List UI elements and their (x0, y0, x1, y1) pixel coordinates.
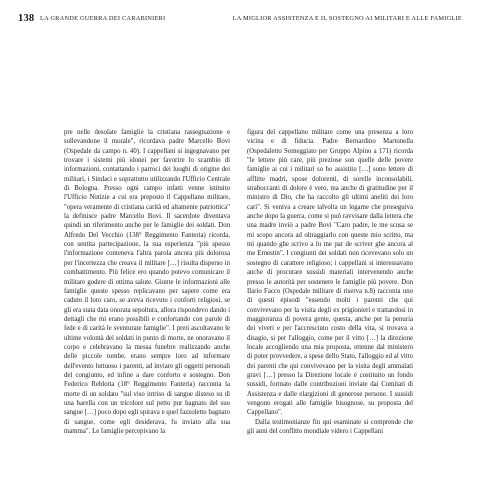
page-header (18, 13, 462, 27)
running-title-right: LA MIGLIOR ASSISTENZA E IL SOSTEGNO AI MILITARI E ALLE FAMIGLIE (232, 15, 462, 22)
page-number: 138 (18, 13, 35, 24)
body-column-right (247, 128, 413, 436)
body-column-left (64, 128, 230, 436)
paragraph: Dalla testimonianze fin qui esaminate si comprende che gli anni del conflitto mondiale videro i Cappellani (247, 418, 413, 435)
paragraph: figura del cappellano militare come una presenza a loro vicina e di fiducia. Padre Bernardino Martonella (Ospedaletto Someggiato per Gruppo Alpino a 171) ricorda "le lettere più care, più preziose son quelle delle povere famiglie ai cui i militari so ho assistito […] sono lettere di afflitte madri, spose dolorenti, di sorelle inconsolabili, straboccanti di dolore è vero, ma anche di gratitudine per il ministro di Dio, che ha raccolto gli ultimi aneliti dei loro cari". Si veniva a creare talvolta un legame che proseguiva anche dopo la guerra, come si può ravvisare dalla lettera che una madre inviò a padre Bovi "Caro padre, le me scusa se mi scopo ancora ad oltraggiarlo con queste mio scritto, ma mi quando ghe scrivo a lu me par de scriver ghe ancora al me Ernestin". I congiunti dei soldati non ricevevano solo un sostegno di carattere religioso; i cappellani si interessavano anche di procurare sussidi materiali intervenendo anche presso le autorità per sostenere le famiglie più povere. Don Ilario Facco (Ospedale militare di riserva n.8) racconta uno di questi episodi "essendo molti i parenti che qui convivevano per la visita degli ex prigionieri e trattandosi in maggioranza di povera gente, questa, anche per la penuria dei viveri e per l'accresciuto costo della vita, si trovava a disagio, si per l'alloggio, come per il vitto […] la direzione locale accogliendo una mia proposta, ottenne dal ministero di poter provvedere, a spese dello Stato, l'alloggio ed al vitto dei parenti che qui convivevano per la visita degli ammalati gravi […] presso la Direzione locale è costituito un fondo sussidi, formato dalle contribuzioni inviate dai Comitati di Assistenza e dalle elargizioni di generose persone. I sussidi vengono erogati alle famiglie bisognose, su proposta del Cappellano". (247, 129, 413, 417)
paragraph: pre nelle desolate famiglie la cristiana rassegnazione e sollevandone il morale", ricordava padre Marcello Bovi (Ospedale da campo n. 40). I cappellani si ingegnavano per trovare i sistemi più idonei per favorire lo scambio di informazioni, contattando i parroci dei luoghi di origine dei militari, i Sindaci e soprattutto utilizzando l'Ufficio Centrale di Bologna. Presso ogni campo infatti venne istituito l'Ufficio Notizie a cui era preposto il Cappellano militare, "opera veramente di cristiana carità ed altamente patriottica" la definisce padre Marcello Bovi. Il sacerdote diventava quindi un riferimento anche per le famiglie dei soldati. Don Alfredo Del Vecchio (138° Reggimento Fanteria) ricorda, con sentita partecipazione, la sua esperienza "più spesso l'informazione conteneva l'altra parola ancora più dolorosa per l'incertezza che creava il militare […] risulta disperso in combattimento. Più felice ero quando potevo comunicare il militare godere di ottima salute. Giunte le informazioni alle famiglie queste spesso replicavano per sapere come era caduto il loro caro, se aveva ricevuto i conforti religiosi, se gli era stata data onorata sepoltura, allora rispondevo dando i dettagli che mi erano possibili e confortando con parole di fede e di carità le sventurate famiglie". I preti ascoltavano le ultime volontà dei soldati in punto di morte, ne onoravano il corpo e celebravano la messa funebre realizzando anche delle piccole tombe, erano sempre loro ad informare dell'evento luttuoso i parenti, ad inviare gli oggetti personali del congiunto, ed infine a dare conforto e sostegno. Don Federico Reblotta (18° Reggimento Fanteria) racconta la morte di un soldato "sul viso intriso di sangue disteso su di una barella con un tricolore sul petto pur bagnato del suo sangue […] poco dopo egli spirava e quel fazzoletto bagnato di sangue, come egli desiderava, fu inviato alla sua mamma". Le famiglie percepivano la (64, 129, 230, 435)
running-title-left: LA GRANDE GUERRA DEI CARABINIERI (40, 15, 166, 22)
